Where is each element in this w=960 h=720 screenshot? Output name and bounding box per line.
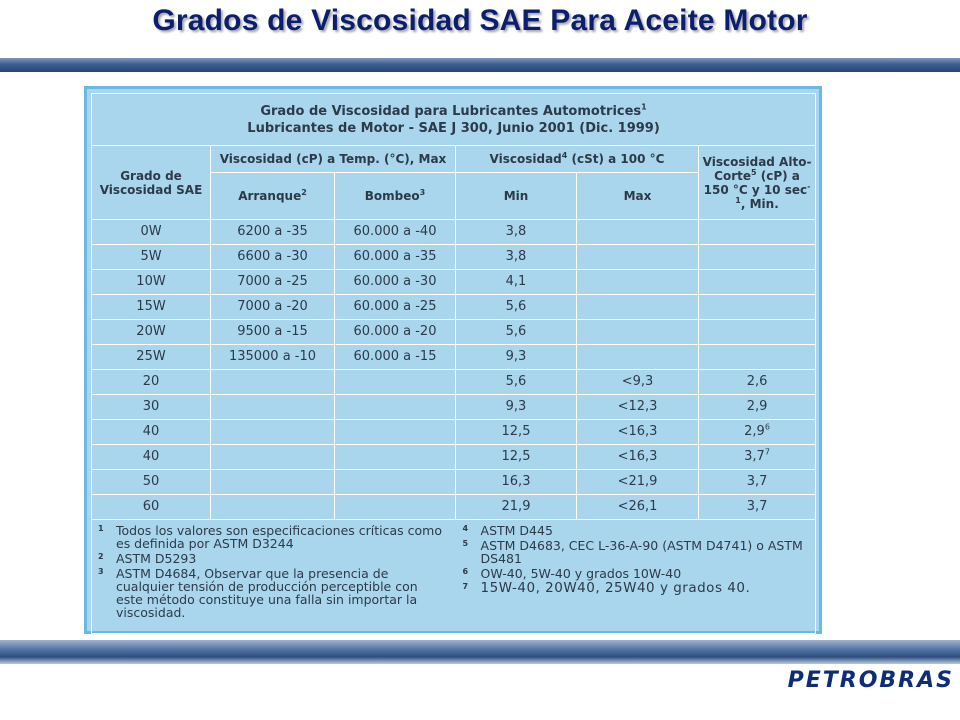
footnote-number: 2	[98, 552, 104, 561]
cell-grade: 40	[92, 445, 211, 470]
table-row	[92, 295, 816, 320]
footnote-number: 6	[462, 567, 469, 576]
table-title-line2: Lubricantes de Motor - SAE J 300, Junio 2001 (Dic. 1999)	[247, 120, 660, 136]
cell-bombeo: 60.000 a -35	[335, 245, 456, 270]
footnote-text: Todos los valores son especificaciones críticas como es definida por ASTM D3244	[116, 523, 443, 551]
cell-min: 3,8	[456, 245, 577, 270]
header-arranque	[211, 173, 335, 220]
footnote-text: ASTM D445	[480, 523, 553, 538]
footnote-text: ASTM D4683, CEC L-36-A-90 (ASTM D4741) o ASTM DS481	[480, 538, 803, 566]
footnote	[98, 567, 445, 619]
cell-grade: 20	[92, 370, 211, 395]
cell-max	[577, 245, 699, 270]
cell-bombeo: 60.000 a -30	[335, 270, 456, 295]
cell-max	[577, 220, 699, 245]
cell-min: 5,6	[456, 295, 577, 320]
footnote-text: 15W-40, 20W40, 25W40 y grados 40.	[480, 580, 751, 596]
footnotes	[92, 520, 816, 634]
cell-hths-value: 3,7	[746, 474, 768, 489]
cell-max: <16,3	[577, 420, 699, 445]
footnotes-right	[463, 524, 810, 621]
footnote-ref: 1	[641, 102, 647, 112]
footnote-text: OW-40, 5W-40 y grados 10W-40	[480, 566, 682, 581]
cell-hths	[699, 395, 816, 420]
header-grade: Grado de Viscosidad SAE	[92, 146, 211, 220]
cell-hths	[699, 495, 816, 520]
cell-hths	[699, 320, 816, 345]
footnote	[463, 539, 810, 565]
table-row	[92, 495, 816, 520]
footnote-number: 5	[462, 539, 469, 548]
cell-arranque: 7000 a -20	[211, 295, 335, 320]
cell-arranque	[211, 370, 335, 395]
header-hths	[699, 146, 816, 220]
cell-min: 4,1	[456, 270, 577, 295]
footnotes-left	[98, 524, 445, 621]
cell-arranque: 9500 a -15	[211, 320, 335, 345]
cell-bombeo: 60.000 a -15	[335, 345, 456, 370]
header-arranque-label: Arranque	[238, 189, 302, 203]
cell-max: <12,3	[577, 395, 699, 420]
cell-bombeo	[335, 470, 456, 495]
table-row	[92, 345, 816, 370]
header-hths-label: Viscosidad Alto-Corte	[702, 154, 812, 183]
footnote-text: ASTM D4684, Observar que la presencia de cualquier tensión de producción perceptible con este método constituye una falla sin importar la viscosidad.	[116, 566, 418, 620]
cell-bombeo	[335, 395, 456, 420]
footnote-ref: 7	[764, 447, 770, 457]
table-title-line1: Grado de Viscosidad para Lubricantes Automotrices	[260, 103, 642, 119]
cell-bombeo	[335, 420, 456, 445]
cell-hths-value: 2,9	[746, 399, 768, 414]
cell-hths	[699, 220, 816, 245]
table-row	[92, 320, 816, 345]
cell-grade: 30	[92, 395, 211, 420]
cell-arranque	[211, 420, 335, 445]
cell-max	[577, 320, 699, 345]
cell-bombeo: 60.000 a -40	[335, 220, 456, 245]
footnote	[463, 524, 810, 537]
cell-bombeo	[335, 445, 456, 470]
header-min: Min	[456, 173, 577, 220]
footnote-ref: 4	[561, 151, 568, 160]
petrobras-logo: PETROBRAS	[787, 668, 954, 693]
cell-hths-value: 3,7	[744, 449, 765, 464]
footnote-ref: 6	[764, 422, 770, 432]
footnote-number: 4	[462, 524, 469, 533]
cell-hths	[699, 370, 816, 395]
header-hths-end: , Min.	[740, 196, 779, 211]
table-row	[92, 420, 816, 445]
cell-grade: 25W	[92, 345, 211, 370]
footnote	[98, 552, 445, 565]
cell-arranque: 135000 a -10	[211, 345, 335, 370]
header-bombeo-label: Bombeo	[364, 189, 420, 203]
cell-hths	[699, 270, 816, 295]
cell-arranque	[211, 395, 335, 420]
table-row	[92, 270, 816, 295]
cell-max	[577, 295, 699, 320]
footnote-number: 1	[98, 524, 104, 533]
cell-grade: 60	[92, 495, 211, 520]
table-row	[92, 370, 816, 395]
cell-max: <9,3	[577, 370, 699, 395]
cell-arranque	[211, 470, 335, 495]
header-viscosity-cst-label: Viscosidad	[489, 152, 562, 166]
cell-min: 3,8	[456, 220, 577, 245]
table-row	[92, 445, 816, 470]
cell-arranque: 6600 a -30	[211, 245, 335, 270]
footnote-ref: 3	[419, 188, 426, 197]
cell-grade: 5W	[92, 245, 211, 270]
table-row	[92, 245, 816, 270]
cell-hths	[699, 345, 816, 370]
header-viscosity-cp: Viscosidad (cP) a Temp. (°C), Max	[211, 146, 456, 173]
header-viscosity-cst	[456, 146, 699, 173]
cell-min: 5,6	[456, 320, 577, 345]
cell-bombeo: 60.000 a -25	[335, 295, 456, 320]
cell-hths	[699, 420, 816, 445]
footnote	[98, 524, 445, 550]
viscosity-table-frame	[84, 86, 822, 634]
header-divider-bar	[0, 58, 960, 72]
cell-bombeo: 60.000 a -20	[335, 320, 456, 345]
cell-grade: 40	[92, 420, 211, 445]
cell-hths-value: 3,7	[746, 499, 768, 514]
header-bombeo	[335, 173, 456, 220]
cell-arranque	[211, 495, 335, 520]
exponent: -1	[735, 181, 811, 205]
table-row	[92, 395, 816, 420]
cell-min: 12,5	[456, 445, 577, 470]
cell-min: 9,3	[456, 345, 577, 370]
footnote	[463, 567, 810, 580]
footnote-text: ASTM D5293	[116, 551, 197, 566]
cell-hths	[699, 295, 816, 320]
footnote-number: 7	[462, 582, 469, 591]
footnote-number: 3	[98, 567, 104, 576]
header-hths-rest: (cP) a 150 °C y 10 sec	[703, 168, 808, 197]
cell-max	[577, 270, 699, 295]
header-viscosity-cst-rest: (cSt) a 100 °C	[567, 152, 665, 166]
slide-title: Grados de Viscosidad SAE Para Aceite Motor	[152, 4, 808, 37]
cell-grade: 20W	[92, 320, 211, 345]
table-row	[92, 470, 816, 495]
cell-hths-value: 2,6	[746, 374, 768, 389]
cell-bombeo	[335, 495, 456, 520]
header-max: Max	[577, 173, 699, 220]
cell-min: 12,5	[456, 420, 577, 445]
table-title	[92, 94, 816, 146]
cell-hths-value: 2,9	[744, 424, 765, 439]
cell-max: <16,3	[577, 445, 699, 470]
cell-grade: 50	[92, 470, 211, 495]
cell-arranque	[211, 445, 335, 470]
cell-max	[577, 345, 699, 370]
cell-min: 16,3	[456, 470, 577, 495]
cell-grade: 0W	[92, 220, 211, 245]
footnote	[463, 582, 810, 595]
cell-grade: 15W	[92, 295, 211, 320]
cell-hths	[699, 470, 816, 495]
footer-divider-bar	[0, 640, 960, 664]
cell-arranque: 6200 a -35	[211, 220, 335, 245]
cell-grade: 10W	[92, 270, 211, 295]
table-row	[92, 220, 816, 245]
cell-max: <21,9	[577, 470, 699, 495]
cell-min: 5,6	[456, 370, 577, 395]
cell-hths	[699, 445, 816, 470]
viscosity-table	[91, 93, 816, 634]
cell-hths	[699, 245, 816, 270]
cell-min: 21,9	[456, 495, 577, 520]
cell-max: <26,1	[577, 495, 699, 520]
cell-arranque: 7000 a -25	[211, 270, 335, 295]
footnote-ref: 5	[751, 167, 757, 177]
footnote-ref: 2	[301, 188, 307, 197]
cell-min: 9,3	[456, 395, 577, 420]
cell-bombeo	[335, 370, 456, 395]
